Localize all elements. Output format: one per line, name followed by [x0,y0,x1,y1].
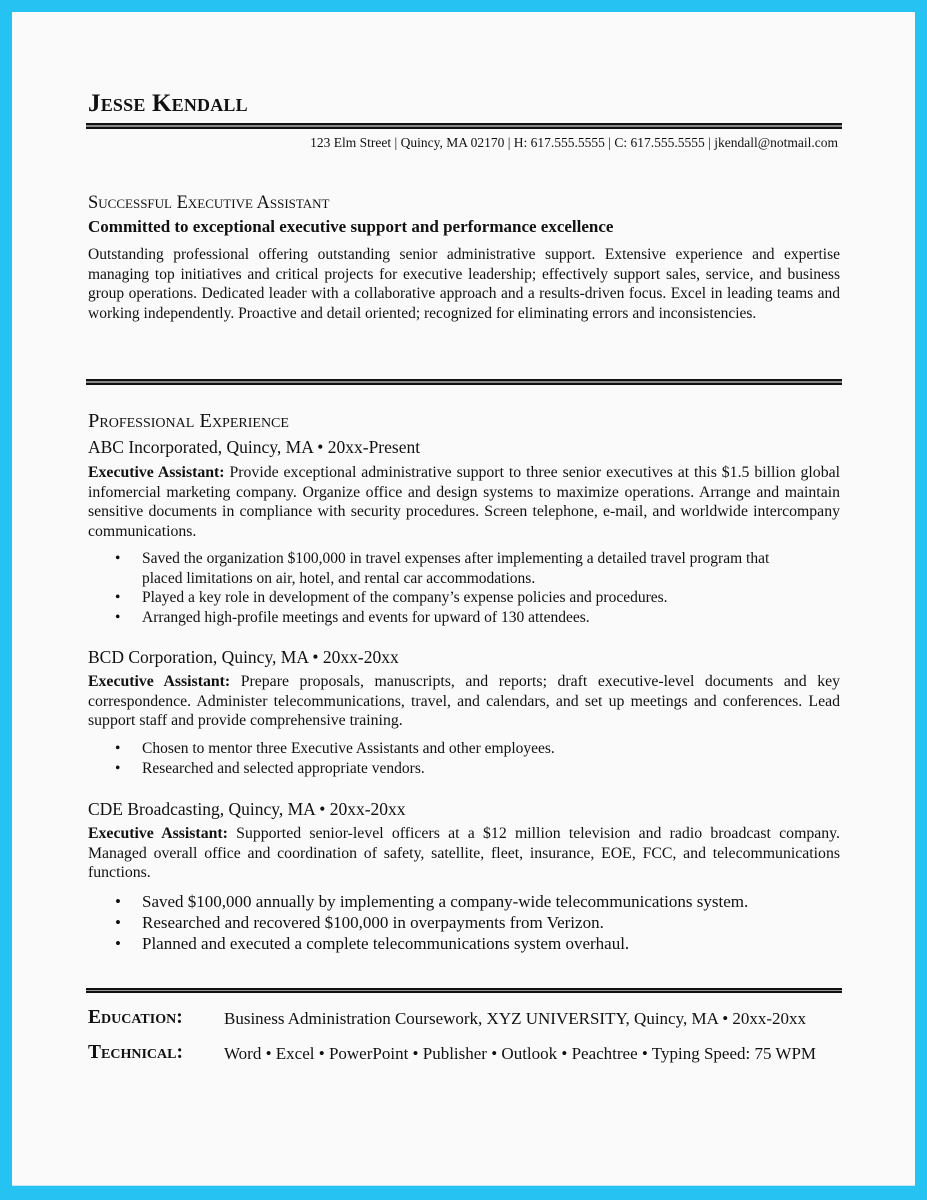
list-item: • Researched and selected appropriate vendors. [115,759,425,777]
list-item: • Planned and executed a complete telecommunications system overhaul. [115,934,630,953]
summary-tagline: Committed to exceptional executive support and performance excellence [88,217,614,236]
bullet-icon: • [115,740,121,757]
list-item: • Arranged high-profile meetings and events for upward of 130 attendees. [115,608,590,626]
header-divider [86,123,842,129]
list-item: • Saved the organization $100,000 in travel expenses after implementing a detailed travel program that placed limitations on air, hotel, and rental car accommodations. [115,550,770,587]
job-description-text: Supported senior-level officers at a $12 million television and radio broadcast company. Managed overall office and coordination of safety, satellite, fleet, insurance, EOE, FCC, and telecommunications functions. [88,825,840,882]
bullet-icon: • [115,608,121,626]
section-title-experience: Professional Experience [88,410,289,432]
summary-paragraph: Outstanding professional offering outstanding senior administrative support. Extensive experience and expertise managing top initiatives and critical projects for executive leadership; effectively support sales, service, and business group operations. Dedicated leader with a collaborative approach and a results-driven focus. Excel in leading teams and working independently. Proactive and detail oriented; recognized for eliminating errors and inconsistencies. [88,246,840,322]
job-employer: BCD Corporation, Quincy, MA • 20xx-20xx [88,647,399,667]
bullet-icon: • [115,892,121,911]
job-employer: ABC Incorporated, Quincy, MA • 20xx-Present [88,437,421,457]
education-value: Business Administration Coursework, XYZ UNIVERSITY, Quincy, MA • 20xx-20xx [224,1009,807,1028]
list-item: • Chosen to mentor three Executive Assistants and other employees. [115,740,555,757]
bullet-icon: • [115,550,121,567]
bullet-icon: • [115,934,121,953]
list-item: • Played a key role in development of the company’s expense policies and procedures. [115,589,668,607]
education-divider [86,988,842,993]
job-role: Executive Assistant: [88,825,228,842]
list-item: • Saved $100,000 annually by implementing a company-wide telecommunications system. [115,892,749,911]
contact-info: 123 Elm Street | Quincy, MA 02170 | H: 617.555.5555 | C: 617.555.5555 | jkendall@notmail.com [310,135,838,150]
technical-label: Technical: [88,1042,183,1063]
bullet-icon: • [115,913,121,932]
job-role: Executive Assistant: [88,464,225,481]
experience-divider [86,379,842,385]
education-label: Education: [88,1007,183,1028]
summary-headline: Successful Executive Assistant [88,193,330,213]
job-bullets [88,739,840,778]
bullet-icon: • [115,589,121,607]
list-item: • Researched and recovered $100,000 in overpayments from Verizon. [115,913,604,932]
candidate-name: Jesse Kendall [88,90,248,117]
job-description [88,672,840,731]
job-bullets [88,891,840,954]
job-description-text: Provide exceptional administrative support to three senior executives at this $1.5 billion global infomercial marketing company. Organize office and design systems to maximize operations. Arrange and maintain sensitive documents in compliance with security procedures. Screen telephone, e-mail, and worldwide intercompany communications. [88,464,840,540]
technical-value: Word • Excel • PowerPoint • Publisher • Outlook • Peachtree • Typing Speed: 75 WPM [224,1044,817,1063]
job-bullets [88,549,840,627]
job-role: Executive Assistant: [88,673,231,690]
job-description [88,824,840,883]
job-employer: CDE Broadcasting, Quincy, MA • 20xx-20xx [88,799,406,819]
job-description-text: Prepare proposals, manuscripts, and reports; draft executive-level documents and key correspondence. Administer telecommunications, travel, and calendars, and set up meetings and conferences. Lead support staff and provide comprehensive training. [88,673,841,730]
resume-page [12,12,915,1185]
job-description [88,463,840,541]
bullet-icon: • [115,759,121,777]
